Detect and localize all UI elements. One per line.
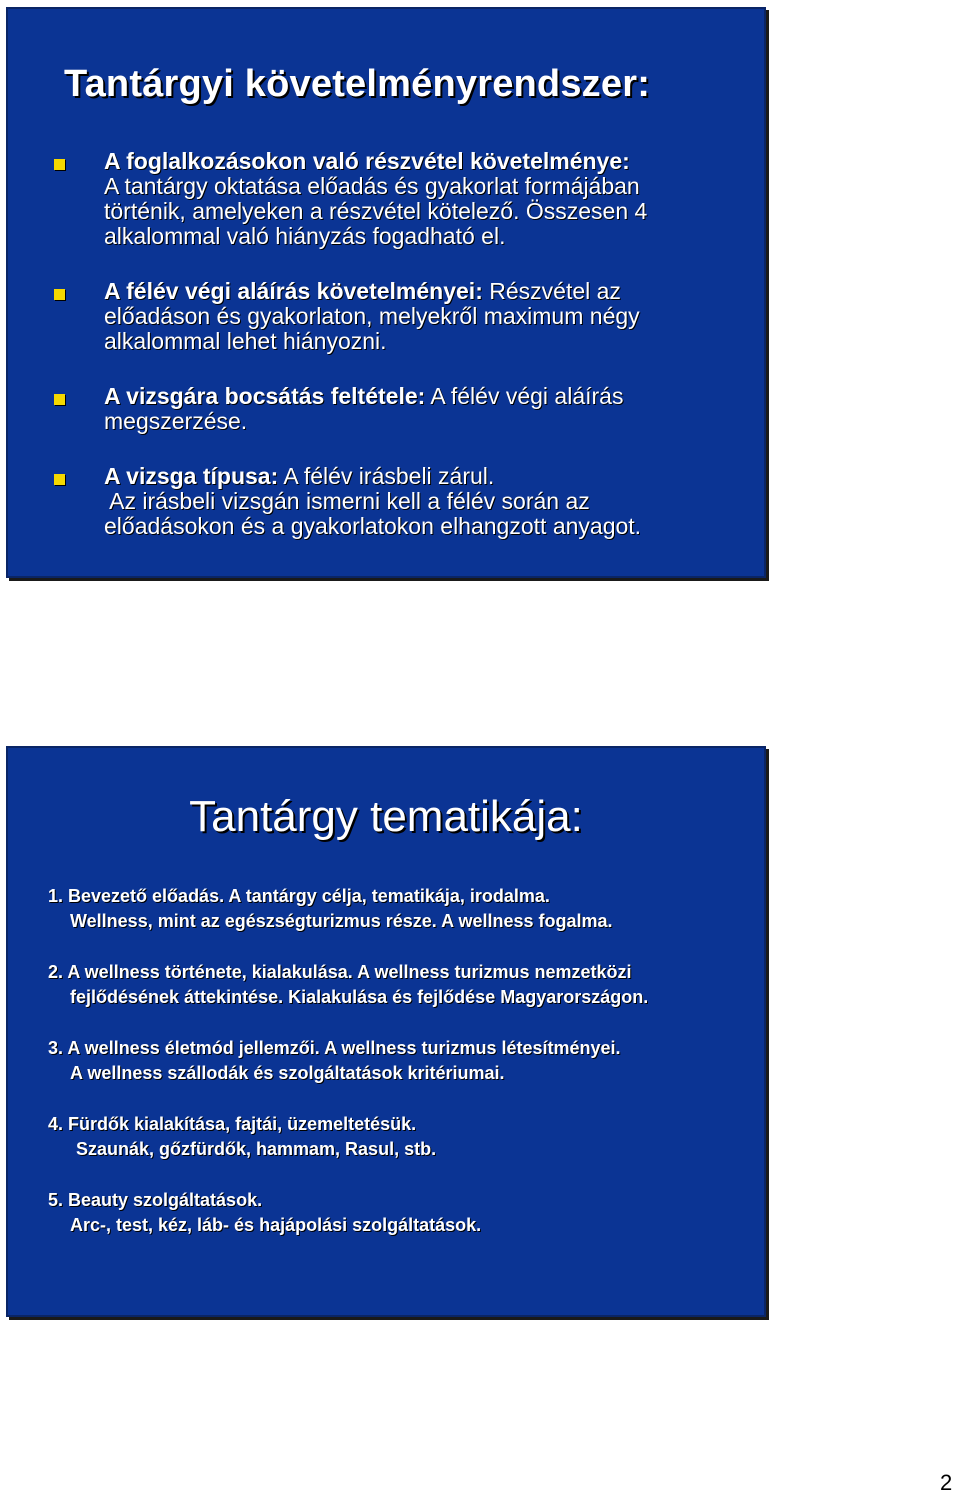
topics-list [48,884,748,1264]
requirement-item: A félév végi aláírás követelményei: Részvétel az előadáson és gyakorlaton, melyekről maximum négy alkalommal lehet hiányozni. [52,279,732,354]
bullet-square-icon [54,159,65,170]
topic-item: 4. Fürdők kialakítása, fajtái, üzemeltetésük. Szaunák, gőzfürdők, hammam, Rasul, stb. [48,1114,437,1159]
bullet-square-icon [54,394,65,405]
requirements-list [52,149,732,539]
topic-item: 2. A wellness története, kialakulása. A wellness turizmus nemzetközi fejlődésének áttekintése. Kialakulása és fejlődése Magyarországon. [48,962,649,1007]
topic-item: 3. A wellness életmód jellemzői. A wellness turizmus létesítményei. A wellness szállodák és szolgáltatások kritériumai. [48,1038,621,1083]
bullet-square-icon [54,474,65,485]
requirement-item: A foglalkozásokon való részvétel követelménye: A tantárgy oktatása előadás és gyakorlat formájában történik, amelyeken a részvétel kötelező. Összesen 4 alkalommal való hiányzás fogadható el. [52,149,732,249]
bullet-square-icon [54,289,65,300]
slide-title: Tantárgy tematikája: [189,792,583,841]
page-number: 2 [940,1470,953,1495]
requirement-item: A vizsgára bocsátás feltétele: A félév végi aláírás megszerzése. [52,384,732,434]
slide-requirements [6,7,766,578]
topic-item: 5. Beauty szolgáltatások. Arc-, test, kéz, láb- és hajápolási szolgáltatások. [48,1190,482,1235]
slide-title: Tantárgyi követelményrendszer: [64,63,651,105]
slide-thematics [6,746,766,1317]
topic-item: 1. Bevezető előadás. A tantárgy célja, tematikája, irodalma. Wellness, mint az egészségturizmus része. A wellness fogalma. [48,886,613,931]
requirement-item: A vizsga típusa: A félév irásbeli zárul. Az irásbeli vizsgán ismerni kell a félév során az előadásokon és a gyakorlatokon elhangzott anyagot. [52,464,732,539]
